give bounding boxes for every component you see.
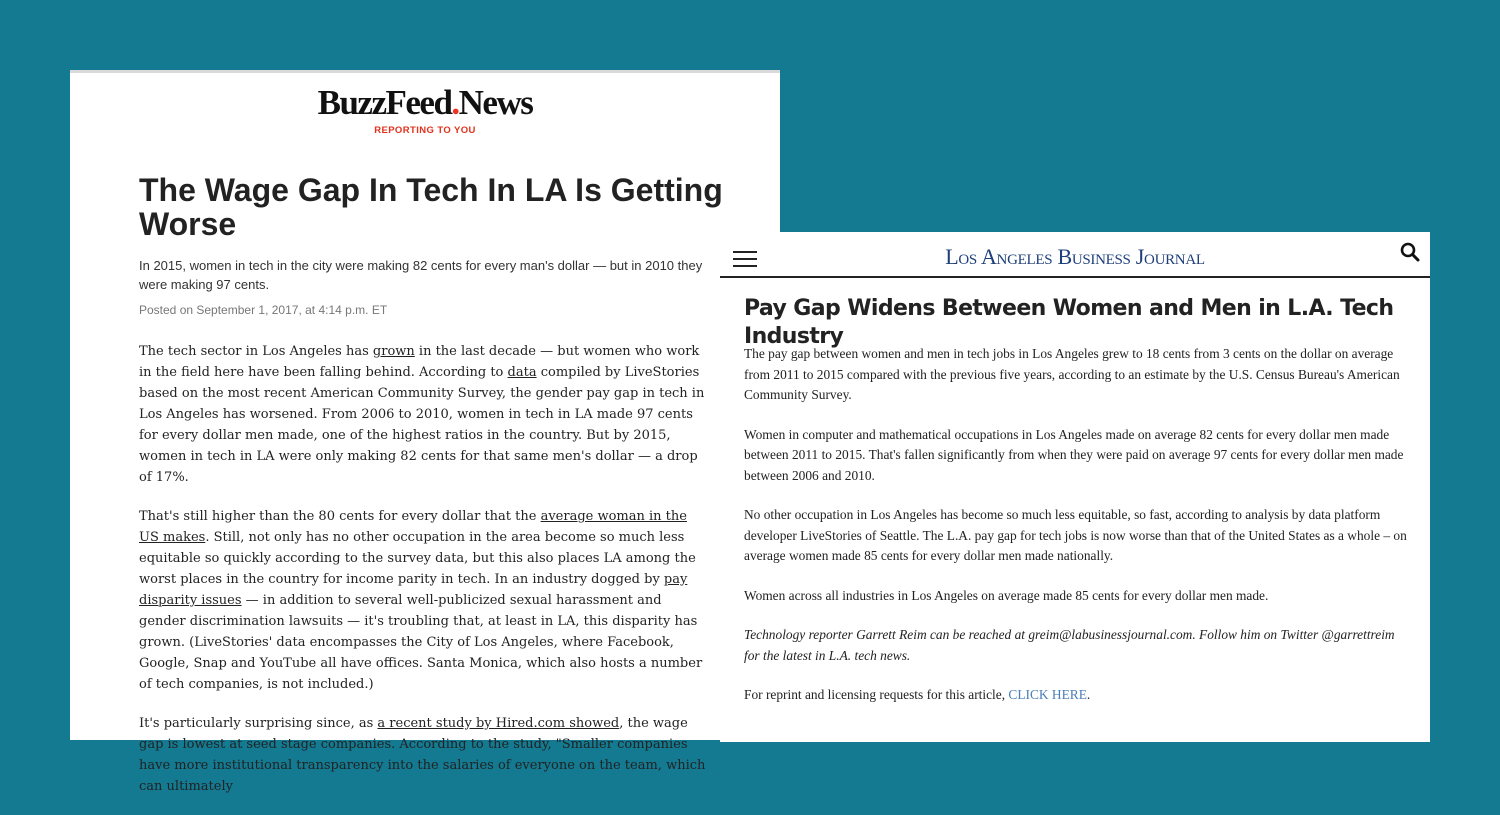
link-grown[interactable]: grown <box>372 344 415 359</box>
link-pay-disparity[interactable]: pay disparity issues <box>139 572 688 608</box>
link-average-woman[interactable]: average woman in the US makes <box>139 509 687 545</box>
article-dek: In 2015, women in tech in the city were making 82 cents for every man's dollar — but in 2010 they were making 97 cents. <box>139 258 703 292</box>
paragraph-3: It's particularly surprising since, as a recent study by Hired.com showed, the wage gap is lowest at seed stage companies. According to the study, "Smaller companies have more institutional transparency into the salaries of everyone on the team, which can ultimately <box>139 716 706 794</box>
logo-dot: . <box>451 83 459 122</box>
article-body <box>139 341 709 815</box>
labj-paragraph-4: Women across all industries in Los Angeles on average made 85 cents for every dollar men made. <box>744 587 1269 603</box>
buzzfeed-article-card <box>70 70 780 794</box>
paragraph-2: That's still higher than the 80 cents for every dollar that the average woman in the US makes. Still, not only has no other occupation in the area become so much less equitable so quickly according to the survey data, but this also places LA among the worst places in the country for income parity in tech. In an industry dogged by pay disparity issues — in addition to several well-publicized sexual harassment and gender discrimination lawsuits — it's troubling that, at least in LA, this disparity has grown. (LiveStories' data encompasses the City of Los Angeles, where Facebook, Google, Snap and YouTube all have offices. Santa Monica, which also hosts a number of tech companies, is not included.) <box>139 509 703 692</box>
logo-text-buzzfeed: BuzzFeed <box>317 83 452 122</box>
labj-logo[interactable]: Los Angeles Business Journal <box>945 244 1205 269</box>
labj-paragraph-3: No other occupation in Los Angeles has become so much less equitable, so fast, according to analysis by data platform developer LiveStories of Seattle. The L.A. pay gap for tech jobs is now worse than that of the United States as a whole – on average women made 85 cents for every dollar men made nationally. <box>744 507 1407 563</box>
buzzfeed-news-logo[interactable] <box>70 83 780 123</box>
paragraph-1: The tech sector in Los Angeles has grown in the last decade — but women who work in the field here have been falling behind. According to data compiled by LiveStories based on the most recent American Community Survey, the gender pay gap in tech in Los Angeles has worsened. From 2006 to 2010, women in tech in LA made 97 cents for every dollar men made, one of the highest ratios in the country. But by 2015, women in tech in LA were only making 82 cents for that same men's dollar — a drop of 17%. <box>139 344 705 485</box>
link-data[interactable]: data <box>507 365 537 380</box>
article-title: The Wage Gap In Tech In LA Is Getting Worse <box>139 172 723 242</box>
labj-article-body <box>744 344 1412 725</box>
posted-date: Posted on September 1, 2017, at 4:14 p.m. ET <box>139 303 388 317</box>
tagline: REPORTING TO YOU <box>374 125 476 136</box>
link-hired-study[interactable]: a recent study by Hired.com showed <box>377 716 620 731</box>
reprint-note: For reprint and licensing requests for this article, CLICK HERE. <box>744 687 1091 702</box>
labj-paragraph-1: The pay gap between women and men in tech jobs in Los Angeles grew to 18 cents from 3 cents on the dollar on average from 2011 to 2015 compared with the previous five years, according to an estimate by the U.S. Census Bureau's American Community Survey. <box>744 346 1400 402</box>
click-here-link[interactable]: CLICK HERE <box>1008 687 1087 702</box>
labj-paragraph-2: Women in computer and mathematical occupations in Los Angeles made on average 82 cents for every dollar men made between 2011 to 2015. That's fallen significantly from when they were paid on average 97 cents for every dollar men made between 2006 and 2010. <box>744 426 1404 483</box>
reporter-note: Technology reporter Garrett Reim can be reached at greim@labusinessjournal.com. Follow him on Twitter @garrettreim for the latest in L.A. tech news. <box>744 627 1395 663</box>
labj-article-title: Pay Gap Widens Between Women and Men in L.A. Tech Industry <box>744 296 1394 349</box>
labj-article-card <box>720 232 1430 742</box>
logo-text-news: News <box>458 83 533 122</box>
labj-header <box>720 232 1430 278</box>
search-icon[interactable] <box>1400 242 1420 262</box>
